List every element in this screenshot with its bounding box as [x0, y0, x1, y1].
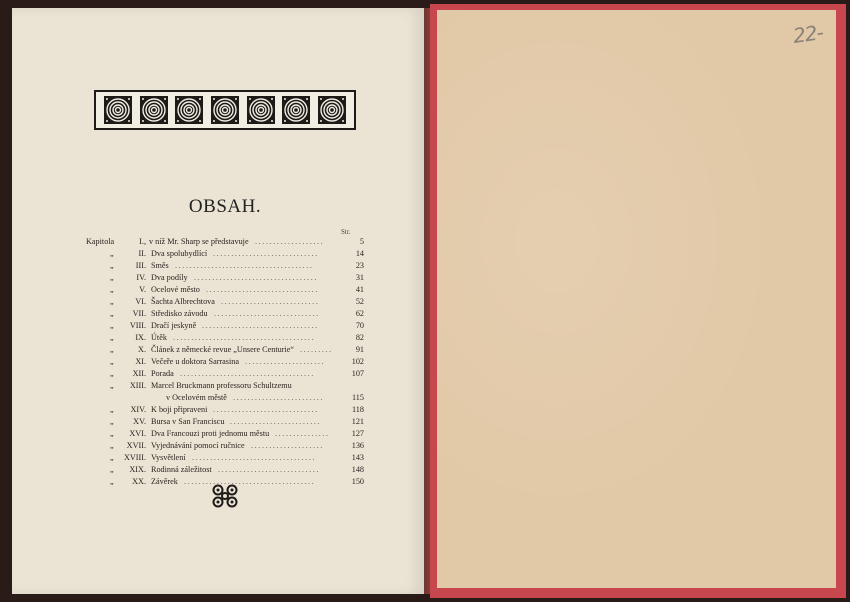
toc-chapter-numeral: XI.: [135, 357, 146, 366]
pencil-note: 22-: [791, 20, 825, 48]
toc-row: [86, 392, 364, 404]
toc-row: [86, 428, 364, 440]
toc-chapter-title: v Ocelovém městě: [166, 393, 227, 402]
toc-row: [86, 308, 364, 320]
toc-leader-dots: ................................: [202, 321, 319, 330]
toc-row: [86, 416, 364, 428]
toc-chapter-numeral: XVI.: [129, 429, 146, 438]
toc-leader-dots: ............................: [218, 465, 321, 474]
toc-page-number: 150: [351, 477, 364, 486]
toc-chapter-numeral: II.: [138, 249, 146, 258]
toc-leader-dots: ....................................: [184, 477, 316, 486]
toc-leader-dots: .............................: [214, 309, 320, 318]
toc-row: [86, 320, 364, 332]
toc-leader-dots: .............................: [213, 405, 319, 414]
toc-chapter-title: Článek z německé revue „Unsere Centurie“: [151, 345, 294, 354]
toc-chapter-numeral: III.: [135, 261, 146, 270]
toc-chapter-numeral: VI.: [135, 297, 146, 306]
toc-chapter-title: Dva spolubydlící: [151, 249, 208, 258]
toc-row: [86, 380, 364, 392]
toc-prefix: „: [110, 345, 114, 354]
toc-chapter-numeral: XVIII.: [123, 453, 146, 462]
toc-page-number: 143: [351, 453, 364, 462]
toc-leader-dots: ......................................: [175, 261, 314, 270]
toc-row: [86, 404, 364, 416]
toc-row: [86, 284, 364, 296]
toc-prefix: „: [110, 381, 114, 390]
toc-prefix: Kapitola: [86, 237, 115, 246]
toc-chapter-numeral: V.: [139, 285, 146, 294]
toc-leader-dots: .........................: [233, 393, 325, 402]
toc-leader-dots: .....................................: [180, 369, 315, 378]
knot-ornament-icon: [210, 483, 240, 513]
toc-page-number: 5: [359, 237, 364, 246]
toc-chapter-title: K boji připraveni: [151, 405, 208, 414]
toc-leader-dots: .........: [300, 345, 333, 354]
toc-chapter-title: Středisko závodu: [151, 309, 208, 318]
toc-chapter-numeral: XII.: [132, 369, 146, 378]
toc-row: [86, 236, 364, 248]
toc-chapter-numeral: IV.: [136, 273, 146, 282]
toc-chapter-numeral: VIII.: [129, 321, 146, 330]
toc-row: [86, 368, 364, 380]
spiral-tile-icon: [281, 95, 311, 125]
toc-chapter-numeral: X.: [138, 345, 146, 354]
toc-chapter-numeral: XIII.: [129, 381, 146, 390]
toc-chapter-numeral: IX.: [135, 333, 146, 342]
toc-prefix: „: [110, 405, 114, 414]
toc-chapter-title: Rodinná záležitost: [151, 465, 212, 474]
toc-chapter-title: Šachta Albrechtova: [151, 297, 215, 306]
toc-leader-dots: ..................................: [192, 453, 316, 462]
toc-prefix: „: [110, 429, 114, 438]
toc-prefix: „: [110, 369, 114, 378]
toc-page-number: 14: [355, 249, 364, 258]
toc-page-number: 102: [351, 357, 364, 366]
toc-leader-dots: ......................: [245, 357, 326, 366]
toc-page-number: 118: [352, 405, 364, 414]
toc-prefix: „: [110, 441, 114, 450]
toc-prefix: „: [110, 357, 114, 366]
toc-chapter-title: Závěrek: [151, 477, 178, 486]
toc-chapter-title: Dračí jeskyně: [151, 321, 197, 330]
toc-chapter-numeral: XIX.: [129, 465, 146, 474]
toc-prefix: „: [110, 333, 114, 342]
spiral-tile-icon: [210, 95, 240, 125]
toc-leader-dots: ....................: [251, 441, 324, 450]
page-column-label: Str.: [341, 228, 351, 236]
toc-row: [86, 344, 364, 356]
toc-chapter-numeral: I.,: [139, 237, 146, 246]
toc-prefix: „: [110, 477, 114, 486]
toc-chapter-numeral: XV.: [133, 417, 146, 426]
toc-leader-dots: .............................: [213, 249, 319, 258]
toc-chapter-numeral: VII.: [132, 309, 146, 318]
toc-row: [86, 356, 364, 368]
toc-page-number: 31: [355, 273, 364, 282]
toc-prefix: „: [110, 249, 114, 258]
toc-chapter-numeral: XX.: [132, 477, 146, 486]
toc-page-number: 148: [351, 465, 364, 474]
toc-leader-dots: .........................: [230, 417, 322, 426]
toc-chapter-title: Dva Francouzi proti jednomu městu: [151, 429, 270, 438]
toc-row: [86, 440, 364, 452]
toc-row: [86, 296, 364, 308]
toc-prefix: „: [110, 273, 114, 282]
toc-page-number: 52: [355, 297, 364, 306]
toc-leader-dots: ...............................: [206, 285, 320, 294]
toc-prefix: „: [110, 309, 114, 318]
spiral-tile-icon: [103, 95, 133, 125]
toc-prefix: „: [110, 297, 114, 306]
toc-row: [86, 332, 364, 344]
right-page: [437, 10, 836, 588]
spiral-tile-icon: [317, 95, 347, 125]
toc-row: [86, 464, 364, 476]
toc-prefix: „: [110, 465, 114, 474]
table-of-contents: [86, 236, 364, 488]
toc-chapter-title: Večeře u doktora Sarrasina: [151, 357, 239, 366]
toc-chapter-title: Vysvětlení: [151, 453, 186, 462]
toc-chapter-title: Ocelové město: [151, 285, 200, 294]
toc-chapter-title: Směs: [151, 261, 169, 270]
toc-page-number: 23: [355, 261, 364, 270]
toc-leader-dots: ...................: [255, 237, 325, 246]
toc-chapter-title: v níž Mr. Sharp se představuje: [149, 237, 249, 246]
spiral-tile-icon: [246, 95, 276, 125]
toc-page-number: 82: [355, 333, 364, 342]
toc-chapter-title: Dva podíly: [151, 273, 188, 282]
toc-row: [86, 272, 364, 284]
toc-prefix: „: [110, 261, 114, 270]
toc-heading: OBSAH.: [188, 196, 262, 217]
toc-page-number: 70: [355, 321, 364, 330]
toc-row: [86, 260, 364, 272]
toc-prefix: „: [110, 417, 114, 426]
toc-page-number: 115: [352, 393, 364, 402]
toc-chapter-title: Útěk: [151, 333, 167, 342]
toc-page-number: 136: [351, 441, 364, 450]
spiral-tile-icon: [174, 95, 204, 125]
spiral-ornament-band-icon: [94, 90, 356, 130]
toc-page-number: 91: [355, 345, 364, 354]
toc-chapter-title: Porada: [151, 369, 174, 378]
toc-chapter-title: Marcel Bruckmann professoru Schultzemu: [151, 381, 292, 390]
toc-row: [86, 452, 364, 464]
toc-chapter-title: Bursa v San Franciscu: [151, 417, 225, 426]
toc-page-number: 62: [355, 309, 364, 318]
toc-chapter-numeral: XVII.: [126, 441, 146, 450]
toc-prefix: „: [110, 321, 114, 330]
toc-prefix: „: [110, 285, 114, 294]
spiral-tile-icon: [139, 95, 169, 125]
toc-leader-dots: ..................................: [194, 273, 318, 282]
toc-chapter-numeral: XIV.: [130, 405, 146, 414]
toc-page-number: 107: [351, 369, 364, 378]
toc-page-number: 127: [351, 429, 364, 438]
toc-prefix: „: [110, 453, 114, 462]
toc-leader-dots: ...........................: [221, 297, 320, 306]
toc-leader-dots: ...............: [275, 429, 330, 438]
toc-page-number: 41: [355, 285, 364, 294]
toc-row: [86, 248, 364, 260]
toc-leader-dots: .......................................: [173, 333, 316, 342]
toc-page-number: 121: [351, 417, 364, 426]
toc-chapter-title: Vyjednávání pomocí ručnice: [151, 441, 245, 450]
